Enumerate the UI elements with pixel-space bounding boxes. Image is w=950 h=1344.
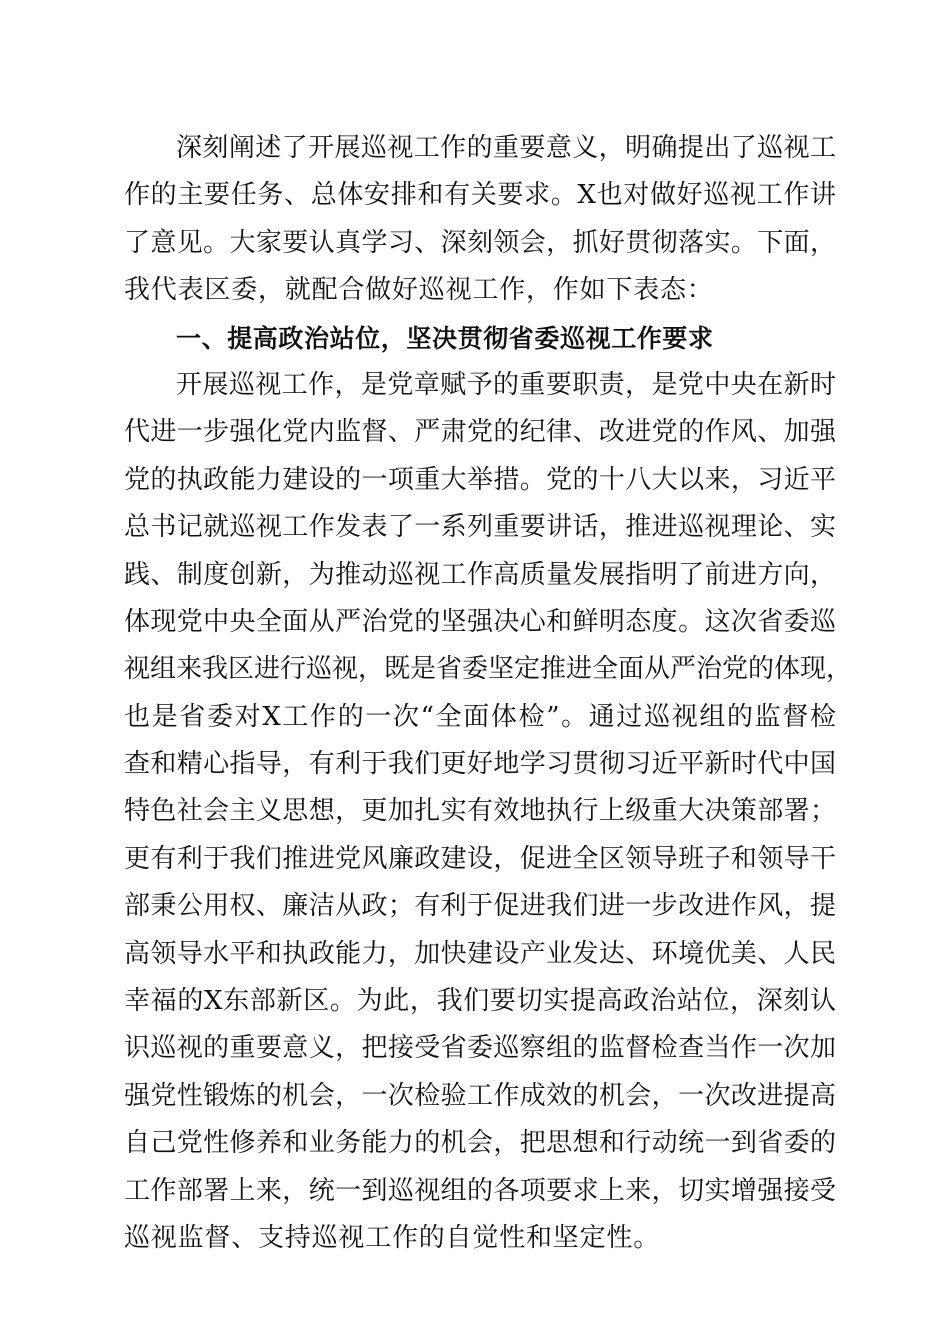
paragraph-2-line: 特色社会主义思想，更加扎实有效地执行上级重大决策部署； bbox=[124, 796, 836, 827]
paragraph-1-line: 深刻阐述了开展巡视工作的重要意义，明确提出了巡视工 bbox=[176, 133, 836, 163]
paragraph-2-line: 视组来我区进行巡视，既是省委坚定推进全面从严治党的体现， bbox=[124, 654, 853, 685]
paragraph-2-line: 也是省委对X工作的一次“全面体检”。通过巡视组的监督检 bbox=[124, 701, 836, 732]
paragraph-2-line: 幸福的X东部新区。为此，我们要切实提高政治站位，深刻认 bbox=[124, 986, 836, 1017]
paragraph-2-line: 工作部署上来，统一到巡视组的各项要求上来，切实增强接受 bbox=[124, 1175, 836, 1206]
paragraph-2-line: 代进一步强化党内监督、严肃党的纪律、改进党的作风、加强 bbox=[124, 417, 836, 448]
document-body bbox=[124, 125, 853, 1262]
paragraph-1-line: 作的主要任务、总体安排和有关要求。X也对做好巡视工作讲 bbox=[124, 180, 836, 211]
paragraph-1-line: 我代表区委，就配合做好巡视工作，作如下表态： bbox=[124, 275, 714, 306]
paragraph-2-line: 体现党中央全面从严治党的坚强决心和鲜明态度。这次省委巡 bbox=[124, 606, 836, 637]
paragraph-2-line: 自己党性修养和业务能力的机会，把思想和行动统一到省委的 bbox=[124, 1128, 836, 1159]
paragraph-2-line: 查和精心指导，有利于我们更好地学习贯彻习近平新时代中国 bbox=[124, 749, 836, 780]
paragraph-1-line: 了意见。大家要认真学习、深刻领会，抓好贯彻落实。下面， bbox=[124, 227, 836, 258]
paragraph-2-line: 高领导水平和执政能力，加快建设产业发达、环境优美、人民 bbox=[124, 938, 836, 969]
section-heading: 一、提高政治站位，坚决贯彻省委巡视工作要求 bbox=[176, 323, 714, 353]
paragraph-2-line: 巡视监督、支持巡视工作的自觉性和坚定性。 bbox=[124, 1222, 661, 1253]
paragraph-2-line: 识巡视的重要意义，把接受省委巡察组的监督检查当作一次加 bbox=[124, 1033, 836, 1064]
paragraph-2-line: 开展巡视工作，是党章赋予的重要职责，是党中央在新时 bbox=[176, 369, 836, 400]
paragraph-2-line: 党的执政能力建设的一项重大举措。党的十八大以来，习近平 bbox=[124, 464, 836, 495]
paragraph-2-line: 部秉公用权、廉洁从政；有利于促进我们进一步改进作风，提 bbox=[124, 891, 836, 922]
paragraph-2-line: 强党性锻炼的机会，一次检验工作成效的机会，一次改进提高 bbox=[124, 1080, 836, 1111]
paragraph-2-line: 更有利于我们推进党风廉政建设，促进全区领导班子和领导干 bbox=[124, 843, 836, 874]
paragraph-2-line: 总书记就巡视工作发表了一系列重要讲话，推进巡视理论、实 bbox=[124, 512, 836, 543]
paragraph-2-line: 践、制度创新，为推动巡视工作高质量发展指明了前进方向， bbox=[124, 559, 836, 590]
